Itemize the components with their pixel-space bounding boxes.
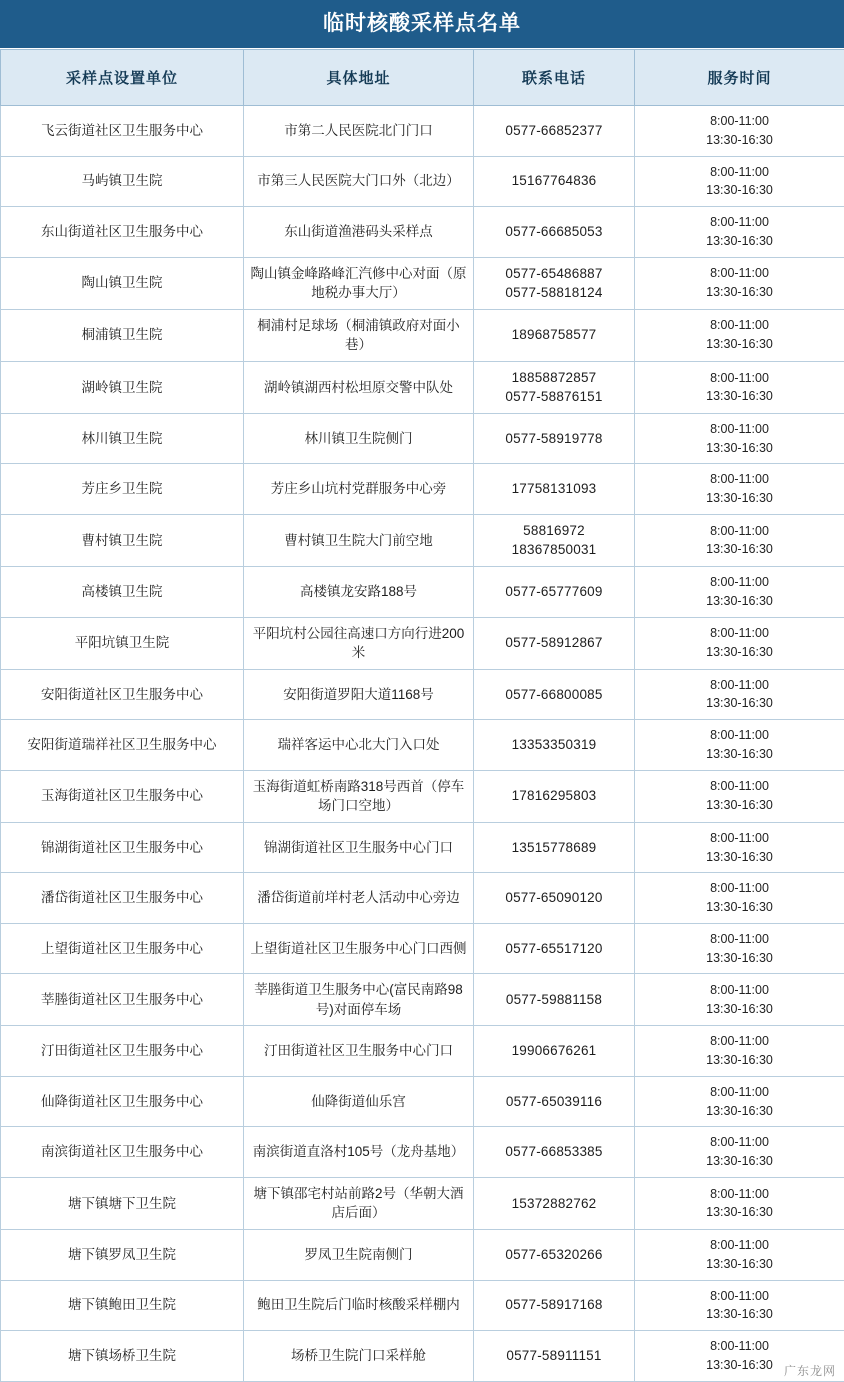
hours-line: 8:00-11:00 (641, 163, 838, 182)
cell-address: 陶山镇金峰路峰汇汽修中心对面（原地税办事大厅） (244, 257, 474, 309)
phone-line: 0577-58912867 (480, 633, 628, 653)
cell-phone (474, 1076, 635, 1127)
hours-line: 8:00-11:00 (641, 112, 838, 131)
cell-hours (635, 464, 844, 515)
cell-hours (635, 873, 844, 924)
cell-address: 上望街道社区卫生服务中心门口西侧 (244, 923, 474, 974)
phone-line: 0577-65486887 (480, 264, 628, 284)
cell-hours (635, 1127, 844, 1178)
cell-hours (635, 257, 844, 309)
cell-hours (635, 567, 844, 618)
table-row (1, 257, 844, 309)
cell-address: 市第二人民医院北门门口 (244, 106, 474, 157)
hours-line: 8:00-11:00 (641, 930, 838, 949)
column-header-phone: 联系电话 (474, 50, 635, 106)
hours-line: 8:00-11:00 (641, 470, 838, 489)
cell-unit: 陶山镇卫生院 (1, 257, 244, 309)
cell-phone (474, 106, 635, 157)
column-header-unit: 采样点设置单位 (1, 50, 244, 106)
cell-hours (635, 1280, 844, 1331)
cell-address: 潘岱街道前垟村老人活动中心旁边 (244, 873, 474, 924)
table-row (1, 207, 844, 258)
cell-phone (474, 464, 635, 515)
table-row (1, 413, 844, 464)
cell-unit: 塘下镇场桥卫生院 (1, 1331, 244, 1382)
cell-phone (474, 669, 635, 720)
cell-address: 南滨街道直洛村105号（龙舟基地） (244, 1127, 474, 1178)
cell-address: 塘下镇邵宅村站前路2号（华朝大酒店后面） (244, 1177, 474, 1229)
cell-phone (474, 1026, 635, 1077)
table-row (1, 1331, 844, 1382)
hours-line: 13:30-16:30 (641, 335, 838, 354)
cell-phone (474, 567, 635, 618)
hours-line: 13:30-16:30 (641, 592, 838, 611)
hours-line: 8:00-11:00 (641, 1337, 838, 1356)
cell-phone (474, 309, 635, 361)
phone-line: 13515778689 (480, 838, 628, 858)
cell-unit: 仙降街道社区卫生服务中心 (1, 1076, 244, 1127)
hours-line: 13:30-16:30 (641, 848, 838, 867)
phone-line: 18367850031 (480, 540, 628, 560)
cell-unit: 潘岱街道社区卫生服务中心 (1, 873, 244, 924)
table-row (1, 156, 844, 207)
cell-phone (474, 720, 635, 771)
hours-line: 13:30-16:30 (641, 131, 838, 150)
hours-line: 13:30-16:30 (641, 489, 838, 508)
cell-address: 湖岭镇湖西村松坦原交警中队处 (244, 361, 474, 413)
phone-line: 0577-58919778 (480, 429, 628, 449)
cell-phone (474, 257, 635, 309)
cell-hours (635, 361, 844, 413)
phone-line: 17816295803 (480, 786, 628, 806)
hours-line: 13:30-16:30 (641, 1255, 838, 1274)
cell-hours (635, 1026, 844, 1077)
cell-hours (635, 207, 844, 258)
cell-hours (635, 974, 844, 1026)
cell-unit: 飞云街道社区卫生服务中心 (1, 106, 244, 157)
hours-line: 13:30-16:30 (641, 181, 838, 200)
hours-line: 13:30-16:30 (641, 232, 838, 251)
table-row (1, 822, 844, 873)
cell-unit: 塘下镇塘下卫生院 (1, 1177, 244, 1229)
cell-unit: 高楼镇卫生院 (1, 567, 244, 618)
table-body (1, 106, 844, 1382)
cell-address: 高楼镇龙安路188号 (244, 567, 474, 618)
cell-unit: 上望街道社区卫生服务中心 (1, 923, 244, 974)
cell-phone (474, 873, 635, 924)
column-header-address: 具体地址 (244, 50, 474, 106)
hours-line: 8:00-11:00 (641, 213, 838, 232)
cell-unit: 塘下镇鲍田卫生院 (1, 1280, 244, 1331)
cell-address: 安阳街道罗阳大道1168号 (244, 669, 474, 720)
cell-address: 平阳坑村公园往高速口方向行进200米 (244, 617, 474, 669)
phone-line: 0577-65320266 (480, 1245, 628, 1265)
cell-address: 曹村镇卫生院大门前空地 (244, 514, 474, 566)
cell-unit: 安阳街道瑞祥社区卫生服务中心 (1, 720, 244, 771)
hours-line: 13:30-16:30 (641, 1356, 838, 1375)
cell-hours (635, 923, 844, 974)
cell-phone (474, 361, 635, 413)
cell-unit: 莘塍街道社区卫生服务中心 (1, 974, 244, 1026)
cell-hours (635, 514, 844, 566)
cell-unit: 林川镇卫生院 (1, 413, 244, 464)
cell-unit: 芳庄乡卫生院 (1, 464, 244, 515)
hours-line: 13:30-16:30 (641, 1102, 838, 1121)
cell-hours (635, 1230, 844, 1281)
table-row (1, 567, 844, 618)
cell-address: 罗凤卫生院南侧门 (244, 1230, 474, 1281)
hours-line: 8:00-11:00 (641, 1287, 838, 1306)
table-row (1, 106, 844, 157)
cell-unit: 玉海街道社区卫生服务中心 (1, 770, 244, 822)
hours-line: 13:30-16:30 (641, 283, 838, 302)
cell-address: 林川镇卫生院侧门 (244, 413, 474, 464)
table-row (1, 1076, 844, 1127)
phone-line: 0577-58917168 (480, 1295, 628, 1315)
hours-line: 8:00-11:00 (641, 777, 838, 796)
hours-line: 8:00-11:00 (641, 879, 838, 898)
hours-line: 8:00-11:00 (641, 981, 838, 1000)
cell-hours (635, 720, 844, 771)
cell-address: 锦湖街道社区卫生服务中心门口 (244, 822, 474, 873)
cell-hours (635, 106, 844, 157)
hours-line: 8:00-11:00 (641, 624, 838, 643)
table-row (1, 1127, 844, 1178)
cell-hours (635, 309, 844, 361)
hours-line: 8:00-11:00 (641, 676, 838, 695)
phone-line: 0577-65090120 (480, 888, 628, 908)
hours-line: 13:30-16:30 (641, 1152, 838, 1171)
table-row (1, 1177, 844, 1229)
phone-line: 15372882762 (480, 1194, 628, 1214)
page-title: 临时核酸采样点名单 (0, 0, 844, 49)
watermark: 广东龙网 (782, 1362, 838, 1379)
table-row (1, 1026, 844, 1077)
phone-line: 18858872857 (480, 368, 628, 388)
table-row (1, 617, 844, 669)
cell-unit: 曹村镇卫生院 (1, 514, 244, 566)
hours-line: 8:00-11:00 (641, 420, 838, 439)
hours-line: 13:30-16:30 (641, 387, 838, 406)
phone-line: 58816972 (480, 521, 628, 541)
hours-line: 13:30-16:30 (641, 1051, 838, 1070)
phone-line: 0577-66685053 (480, 222, 628, 242)
cell-phone (474, 1230, 635, 1281)
hours-line: 8:00-11:00 (641, 369, 838, 388)
table-row (1, 309, 844, 361)
cell-address: 鲍田卫生院后门临时核酸采样棚内 (244, 1280, 474, 1331)
cell-address: 汀田街道社区卫生服务中心门口 (244, 1026, 474, 1077)
cell-unit: 湖岭镇卫生院 (1, 361, 244, 413)
hours-line: 8:00-11:00 (641, 573, 838, 592)
table-row (1, 1230, 844, 1281)
hours-line: 8:00-11:00 (641, 829, 838, 848)
table-row (1, 464, 844, 515)
hours-line: 13:30-16:30 (641, 796, 838, 815)
cell-unit: 锦湖街道社区卫生服务中心 (1, 822, 244, 873)
cell-hours (635, 413, 844, 464)
hours-line: 8:00-11:00 (641, 264, 838, 283)
cell-phone (474, 1331, 635, 1382)
cell-unit: 安阳街道社区卫生服务中心 (1, 669, 244, 720)
hours-line: 13:30-16:30 (641, 949, 838, 968)
cell-address: 桐浦村足球场（桐浦镇政府对面小巷） (244, 309, 474, 361)
cell-hours (635, 669, 844, 720)
table-row (1, 770, 844, 822)
hours-line: 8:00-11:00 (641, 726, 838, 745)
cell-address: 芳庄乡山坑村党群服务中心旁 (244, 464, 474, 515)
cell-unit: 南滨街道社区卫生服务中心 (1, 1127, 244, 1178)
table-header-row (1, 50, 844, 106)
hours-line: 8:00-11:00 (641, 522, 838, 541)
cell-unit: 东山街道社区卫生服务中心 (1, 207, 244, 258)
phone-line: 15167764836 (480, 171, 628, 191)
table-header (1, 50, 844, 106)
table-row (1, 873, 844, 924)
cell-address: 东山街道渔港码头采样点 (244, 207, 474, 258)
phone-line: 0577-65777609 (480, 582, 628, 602)
cell-phone (474, 156, 635, 207)
cell-phone (474, 514, 635, 566)
cell-unit: 桐浦镇卫生院 (1, 309, 244, 361)
phone-line: 18968758577 (480, 325, 628, 345)
cell-phone (474, 923, 635, 974)
cell-address: 市第三人民医院大门口外（北边） (244, 156, 474, 207)
cell-hours (635, 822, 844, 873)
cell-phone (474, 207, 635, 258)
table-row (1, 923, 844, 974)
cell-phone (474, 770, 635, 822)
table-row (1, 514, 844, 566)
cell-hours (635, 1331, 844, 1382)
cell-address: 玉海街道虹桥南路318号西首（停车场门口空地） (244, 770, 474, 822)
phone-line: 17758131093 (480, 479, 628, 499)
hours-line: 8:00-11:00 (641, 1133, 838, 1152)
hours-line: 13:30-16:30 (641, 540, 838, 559)
table-row (1, 974, 844, 1026)
cell-hours (635, 1076, 844, 1127)
cell-unit: 平阳坑镇卫生院 (1, 617, 244, 669)
cell-hours (635, 770, 844, 822)
hours-line: 8:00-11:00 (641, 316, 838, 335)
hours-line: 8:00-11:00 (641, 1032, 838, 1051)
hours-line: 8:00-11:00 (641, 1185, 838, 1204)
hours-line: 13:30-16:30 (641, 1305, 838, 1324)
cell-phone (474, 617, 635, 669)
sampling-sites-table (0, 49, 844, 1382)
cell-phone (474, 1127, 635, 1178)
cell-phone (474, 974, 635, 1026)
cell-address: 仙降街道仙乐宫 (244, 1076, 474, 1127)
phone-line: 0577-59881158 (480, 990, 628, 1010)
hours-line: 13:30-16:30 (641, 1203, 838, 1222)
hours-line: 13:30-16:30 (641, 1000, 838, 1019)
cell-unit: 汀田街道社区卫生服务中心 (1, 1026, 244, 1077)
phone-line: 0577-66852377 (480, 121, 628, 141)
cell-unit: 塘下镇罗凤卫生院 (1, 1230, 244, 1281)
cell-address: 场桥卫生院门口采样舱 (244, 1331, 474, 1382)
table-row (1, 669, 844, 720)
hours-line: 8:00-11:00 (641, 1236, 838, 1255)
hours-line: 13:30-16:30 (641, 643, 838, 662)
table-row (1, 720, 844, 771)
phone-line: 0577-66800085 (480, 685, 628, 705)
hours-line: 13:30-16:30 (641, 745, 838, 764)
phone-line: 19906676261 (480, 1041, 628, 1061)
table-row (1, 1280, 844, 1331)
table-row (1, 361, 844, 413)
phone-line: 0577-65517120 (480, 939, 628, 959)
hours-line: 13:30-16:30 (641, 898, 838, 917)
phone-line: 0577-66853385 (480, 1142, 628, 1162)
cell-phone (474, 413, 635, 464)
hours-line: 8:00-11:00 (641, 1083, 838, 1102)
cell-hours (635, 156, 844, 207)
phone-line: 0577-65039116 (480, 1092, 628, 1112)
phone-line: 0577-58876151 (480, 387, 628, 407)
cell-hours (635, 617, 844, 669)
phone-line: 0577-58911151 (480, 1346, 628, 1366)
cell-address: 瑞祥客运中心北大门入口处 (244, 720, 474, 771)
column-header-hours: 服务时间 (635, 50, 844, 106)
hours-line: 13:30-16:30 (641, 439, 838, 458)
hours-line: 13:30-16:30 (641, 694, 838, 713)
cell-phone (474, 1177, 635, 1229)
cell-unit: 马屿镇卫生院 (1, 156, 244, 207)
cell-hours (635, 1177, 844, 1229)
phone-line: 13353350319 (480, 735, 628, 755)
cell-address: 莘塍街道卫生服务中心(富民南路98号)对面停车场 (244, 974, 474, 1026)
phone-line: 0577-58818124 (480, 283, 628, 303)
cell-phone (474, 1280, 635, 1331)
cell-phone (474, 822, 635, 873)
